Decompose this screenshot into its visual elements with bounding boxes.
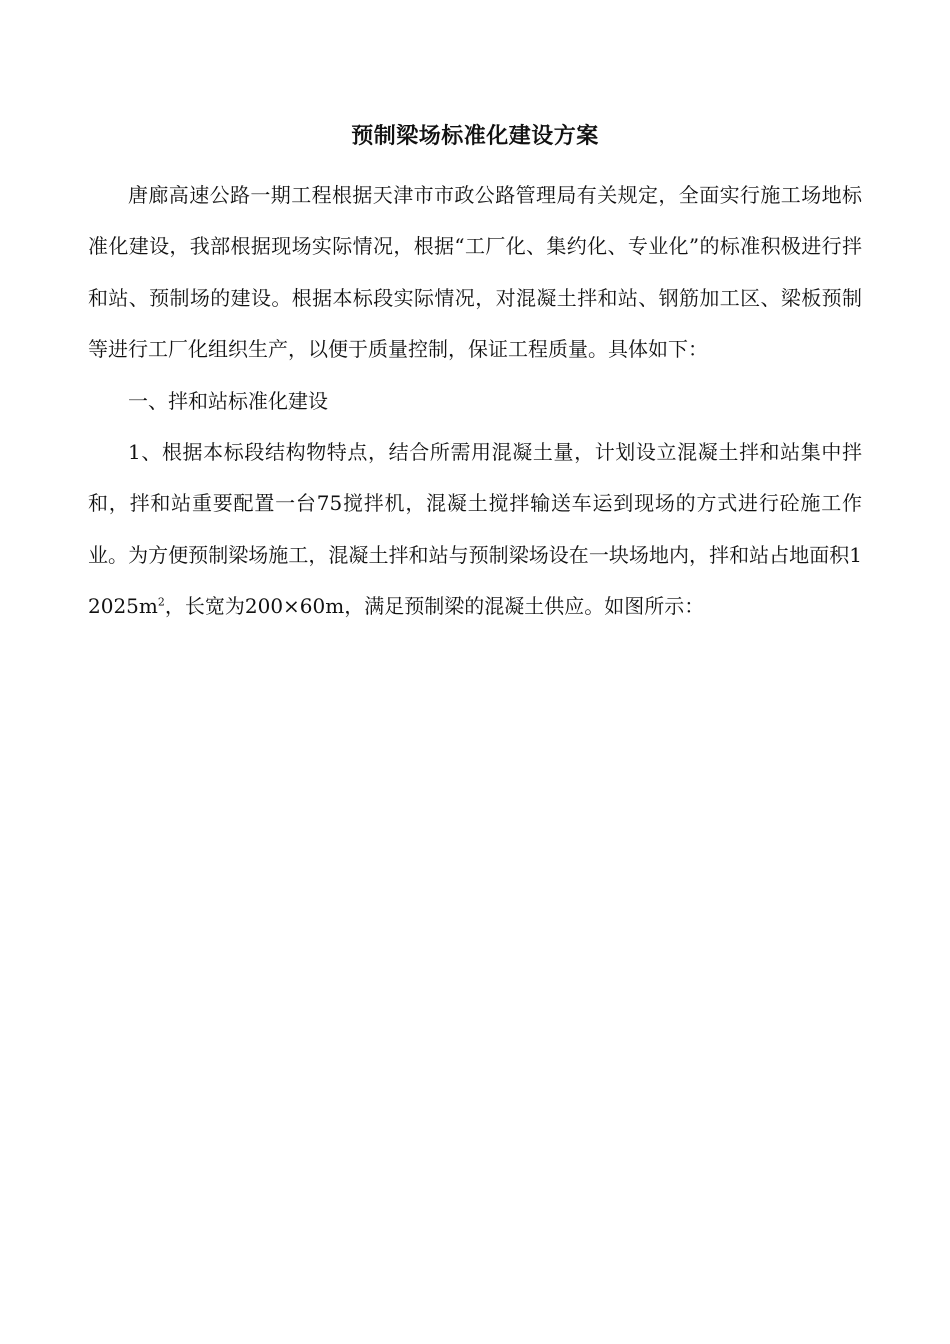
square-superscript: 2 (157, 595, 165, 609)
intro-paragraph: 唐廊高速公路一期工程根据天津市市政公路管理局有关规定，全面实行施工场地标准化建设，我部根据现场实际情况，根据“工厂化、集约化、专业化”的标准积极进行拌和站、预制场的建设。根据本标段实际情况，对混凝土拌和站、钢筋加工区、梁板预制等进行工厂化组织生产，以便于质量控制，保证工程质量。具体如下： (88, 183, 862, 362)
document-title: 预制梁场标准化建设方案 (351, 124, 599, 149)
item-1-paragraph (88, 427, 862, 633)
item-1-text-part-2: ，长宽为200×60m，满足预制梁的混凝土供应。如图所示： (164, 594, 705, 619)
document-body (88, 170, 862, 633)
section-heading: 一、拌和站标准化建设 (128, 388, 328, 413)
item-1-text-part-1: 1、根据本标段结构物特点，结合所需用混凝土量，计划设立混凝土拌和站集中拌和，拌和站重要配置一台75搅拌机，混凝土搅拌输送车运到现场的方式进行砼施工作业。为方便预制梁场施工，混凝土拌和站与预制梁场设在一块场地内，拌和站占地面积12025m (88, 440, 862, 619)
